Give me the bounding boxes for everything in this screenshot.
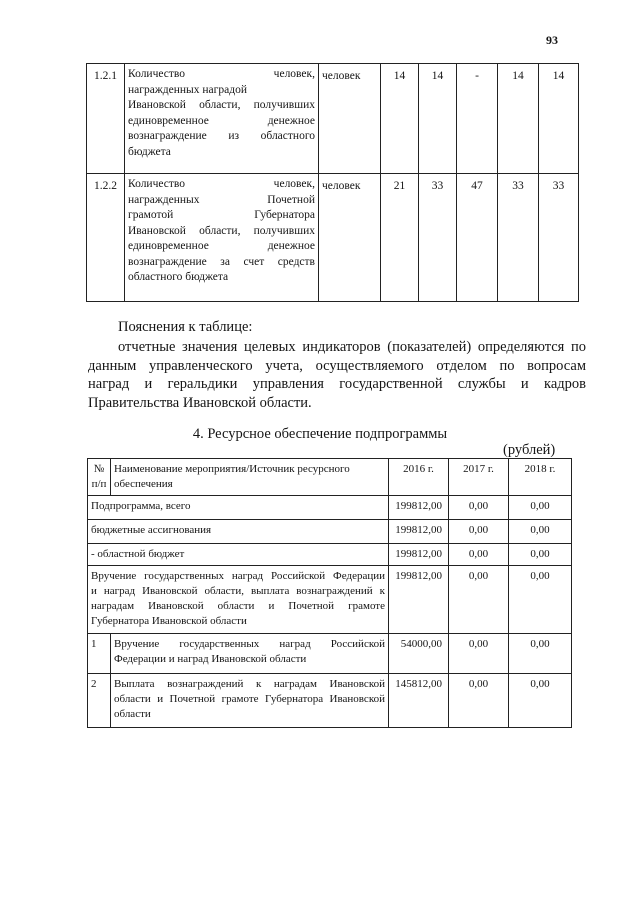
- notes-paragraph: [88, 338, 586, 412]
- value-2017: 0,00: [449, 520, 509, 544]
- notes-title: Пояснения к таблице:: [118, 319, 253, 335]
- table-row: [88, 520, 572, 544]
- value-cell: 33: [539, 174, 579, 302]
- header-2016: 2016 г.: [389, 459, 449, 496]
- notes-line: данным управленческого учета, осуществляемого отделом по вопросам: [88, 357, 586, 374]
- page-number: 93: [546, 33, 558, 47]
- indicator-description: Количество человек, награжденных наградой Ивановской области, получивших единовременное денежное вознаграждение из областного бюджета: [125, 64, 319, 174]
- row-name: Подпрограмма, всего: [88, 496, 389, 520]
- value-2016: 54000,00: [389, 634, 449, 674]
- value-2018: 0,00: [509, 496, 572, 520]
- unit-cell: человек: [319, 64, 381, 174]
- table-row: [87, 64, 579, 174]
- value-2016: 199812,00: [389, 496, 449, 520]
- value-2018: 0,00: [509, 520, 572, 544]
- header-num: № п/п: [88, 459, 111, 496]
- value-cell: 21: [381, 174, 419, 302]
- value-cell: 14: [498, 64, 539, 174]
- notes-line: наград и геральдики управления государственной службы и кадров: [88, 376, 586, 392]
- row-name: Вручение государственных наград Российской Федерации и наград Ивановской области: [111, 634, 389, 674]
- header-name: Наименование мероприятия/Источник ресурсного обеспечения: [111, 459, 389, 496]
- value-cell: 33: [498, 174, 539, 302]
- value-cell: 14: [381, 64, 419, 174]
- value-2018: 0,00: [509, 634, 572, 674]
- table-row: [88, 634, 572, 674]
- value-2018: 0,00: [509, 566, 572, 634]
- value-2018: 0,00: [509, 674, 572, 728]
- table-row: [88, 496, 572, 520]
- row-number: 1.2.2: [87, 174, 125, 302]
- row-number: 1: [88, 634, 111, 674]
- value-cell: 14: [539, 64, 579, 174]
- value-2017: 0,00: [449, 566, 509, 634]
- value-cell: 33: [419, 174, 457, 302]
- section-title: 4. Ресурсное обеспечение подпрограммы: [192, 426, 448, 442]
- table-header-row: [88, 459, 572, 496]
- unit-label: (рублей): [503, 442, 556, 458]
- resources-table: [87, 458, 572, 728]
- value-2018: 0,00: [509, 544, 572, 566]
- notes-line: отчетные значения целевых индикаторов (показателей) определяются по: [118, 339, 586, 355]
- value-cell: -: [457, 64, 498, 174]
- notes-line: Правительства Ивановской области.: [88, 394, 312, 411]
- value-2016: 145812,00: [389, 674, 449, 728]
- row-name: - областной бюджет: [88, 544, 389, 566]
- indicator-description: Количество человек, награжденных Почетной грамотой Губернатора Ивановской области, получивших единовременное денежное вознаграждение за счет средств областного бюджета: [125, 174, 319, 302]
- value-2016: 199812,00: [389, 520, 449, 544]
- value-2017: 0,00: [449, 634, 509, 674]
- value-cell: 14: [419, 64, 457, 174]
- indicators-table: [86, 63, 579, 302]
- value-2017: 0,00: [449, 496, 509, 520]
- table-row: [88, 674, 572, 728]
- table-row: [87, 174, 579, 302]
- table-row: [88, 544, 572, 566]
- row-name: Выплата вознаграждений к наградам Ивановской области и Почетной грамоте Губернатора Ивановской области: [111, 674, 389, 728]
- value-2017: 0,00: [449, 674, 509, 728]
- header-2017: 2017 г.: [449, 459, 509, 496]
- value-cell: 47: [457, 174, 498, 302]
- row-number: 2: [88, 674, 111, 728]
- value-2016: 199812,00: [389, 566, 449, 634]
- value-2016: 199812,00: [389, 544, 449, 566]
- value-2017: 0,00: [449, 544, 509, 566]
- table-row: [88, 566, 572, 634]
- unit-cell: человек: [319, 174, 381, 302]
- row-name: бюджетные ассигнования: [88, 520, 389, 544]
- header-2018: 2018 г.: [509, 459, 572, 496]
- row-name: Вручение государственных наград Российской Федерации и наград Ивановской области, выплата вознаграждений к наградам Ивановской области и Почетной грамоте Губернатора Ивановской области: [88, 566, 389, 634]
- row-number: 1.2.1: [87, 64, 125, 174]
